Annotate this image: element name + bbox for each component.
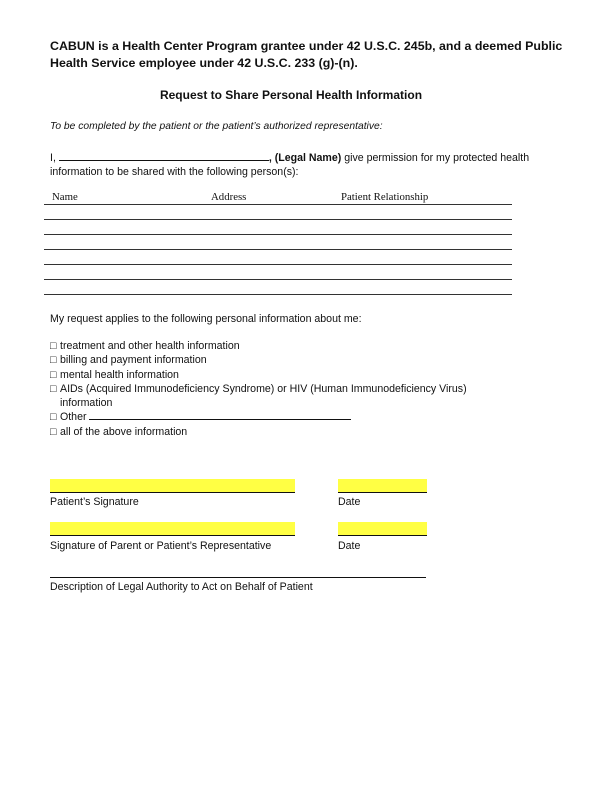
checklist-label-continued: information: [60, 397, 113, 410]
information-checklist: [50, 339, 467, 439]
recipient-row-line[interactable]: [44, 279, 512, 280]
form-title: Request to Share Personal Health Information: [159, 88, 423, 102]
patient-date-field[interactable]: [338, 479, 427, 493]
header-line-1: CABUN is a Health Center Program grantee under 42 U.S.C. 245b, and a deemed Public: [50, 39, 563, 53]
checklist-item[interactable]: [50, 410, 467, 424]
checklist-label: all of the above information: [60, 425, 188, 438]
form-instructions: To be completed by the patient or the patient’s authorized representative:: [50, 121, 383, 132]
checklist-label: AIDs (Acquired Immunodeficiency Syndrome) or HIV (Human Immunodeficiency Virus): [60, 382, 467, 395]
checklist-item[interactable]: [50, 382, 467, 396]
representative-signature-label: Signature of Parent or Patient’s Representative: [50, 540, 272, 552]
checklist-label: treatment and other health information: [60, 340, 240, 352]
column-header-name: Name: [52, 191, 78, 203]
permission-prefix: I,: [50, 152, 56, 164]
checklist-item[interactable]: [50, 368, 467, 382]
column-header-relationship: Patient Relationship: [341, 191, 429, 203]
checkbox[interactable]: □: [50, 340, 57, 352]
permission-text-2: information to be shared with the following person(s):: [50, 166, 299, 178]
table-header-rule: [44, 204, 512, 205]
legal-authority-label: Description of Legal Authority to Act on Behalf of Patient: [50, 581, 313, 593]
checkbox[interactable]: □: [50, 354, 57, 367]
other-specify-field[interactable]: [89, 410, 351, 420]
checkbox[interactable]: □: [50, 411, 57, 424]
permission-text-1: give permission for my protected health: [341, 152, 530, 164]
recipient-row-line[interactable]: [44, 294, 512, 295]
header-notice: [50, 38, 570, 72]
representative-date-field[interactable]: [338, 522, 427, 536]
checkbox[interactable]: □: [50, 368, 57, 381]
recipient-row-line[interactable]: [44, 249, 512, 250]
representative-date-label: Date: [338, 540, 361, 552]
checklist-item[interactable]: [50, 353, 467, 367]
legal-authority-field[interactable]: [50, 577, 426, 578]
legal-name-label: , (Legal Name): [268, 152, 342, 164]
checklist-label: mental health information: [60, 368, 179, 381]
recipient-row-line[interactable]: [44, 234, 512, 235]
patient-date-label: Date: [338, 496, 361, 508]
header-line-2: Health Service employee under 42 U.S.C. 233 (g)-(n).: [50, 56, 358, 70]
checklist-label: Other: [60, 411, 87, 424]
checkbox[interactable]: □: [50, 382, 57, 395]
checklist-item[interactable]: [50, 425, 467, 439]
legal-name-field[interactable]: [59, 150, 269, 161]
applies-statement: My request applies to the following personal information about me:: [50, 313, 362, 325]
checklist-label: billing and payment information: [60, 354, 207, 367]
representative-signature-field[interactable]: [50, 522, 295, 536]
recipient-row-line[interactable]: [44, 219, 512, 220]
recipient-row-line[interactable]: [44, 264, 512, 265]
patient-signature-field[interactable]: [50, 479, 295, 493]
column-header-address: Address: [211, 191, 247, 203]
checklist-item[interactable]: [50, 339, 467, 353]
checkbox[interactable]: □: [50, 425, 57, 438]
patient-signature-label: Patient’s Signature: [50, 496, 139, 508]
permission-statement: [50, 150, 560, 179]
